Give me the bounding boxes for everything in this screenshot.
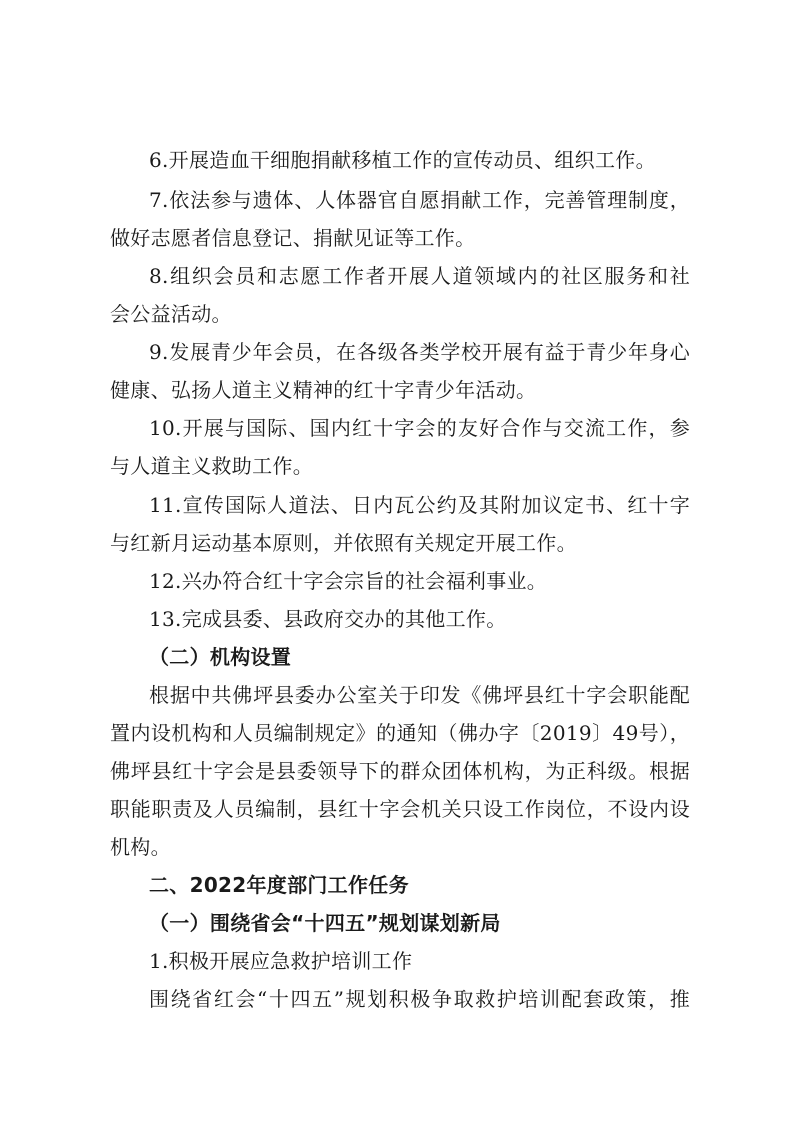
paragraph-institution-line3: 佛坪县红十字会是县委领导下的群众团体机构，为正科级。根据 (110, 759, 690, 783)
paragraph-item-7-line1: 7.依法参与遗体、人体器官自愿捐献工作，完善管理制度， (149, 188, 690, 212)
paragraph-institution-line5: 机构。 (110, 835, 171, 859)
paragraph-item-13: 13.完成县委、县政府交办的其他工作。 (149, 607, 507, 631)
paragraph-item-12: 12.兴办符合红十字会宗旨的社会福利事业。 (149, 569, 548, 593)
section-heading-institution: （二）机构设置 (149, 645, 292, 669)
paragraph-item-8-line1: 8.组织会员和志愿工作者开展人道领域内的社区服务和社 (149, 264, 690, 288)
paragraph-item-7-line2: 做好志愿者信息登记、捐献见证等工作。 (110, 226, 476, 250)
paragraph-item-8-line2: 会公益活动。 (110, 302, 232, 326)
paragraph-item-11-line2: 与红新月运动基本原则，并依照有关规定开展工作。 (110, 531, 577, 555)
paragraph-item-10-line2: 与人道主义救助工作。 (110, 454, 313, 478)
paragraph-institution-line2: 置内设机构和人员编制规定》的通知（佛办字〔2019〕49号）， (110, 721, 690, 745)
item-heading-training: 1.积极开展应急救护培训工作 (149, 949, 413, 973)
paragraph-item-9-line2: 健康、弘扬人道主义精神的红十字青少年活动。 (110, 378, 537, 402)
subsection-heading-plan: （一）围绕省会“十四五”规划谋划新局 (149, 911, 501, 935)
paragraph-institution-line1: 根据中共佛坪县委办公室关于印发《佛坪县红十字会职能配 (149, 683, 690, 707)
paragraph-item-6: 6.开展造血干细胞捐献移植工作的宣传动员、组织工作。 (149, 148, 656, 172)
paragraph-item-11-line1: 11.宣传国际人道法、日内瓦公约及其附加议定书、红十字 (149, 493, 690, 517)
paragraph-institution-line4: 职能职责及人员编制，县红十字会机关只设工作岗位，不设内设 (110, 797, 690, 821)
paragraph-item-9-line1: 9.发展青少年会员，在各级各类学校开展有益于青少年身心 (149, 340, 690, 364)
section-heading-tasks: 二、2022年度部门工作任务 (149, 873, 409, 897)
paragraph-item-10-line1: 10.开展与国际、国内红十字会的友好合作与交流工作，参 (149, 416, 690, 440)
paragraph-training-line1: 围绕省红会“十四五”规划积极争取救护培训配套政策，推 (149, 987, 690, 1011)
